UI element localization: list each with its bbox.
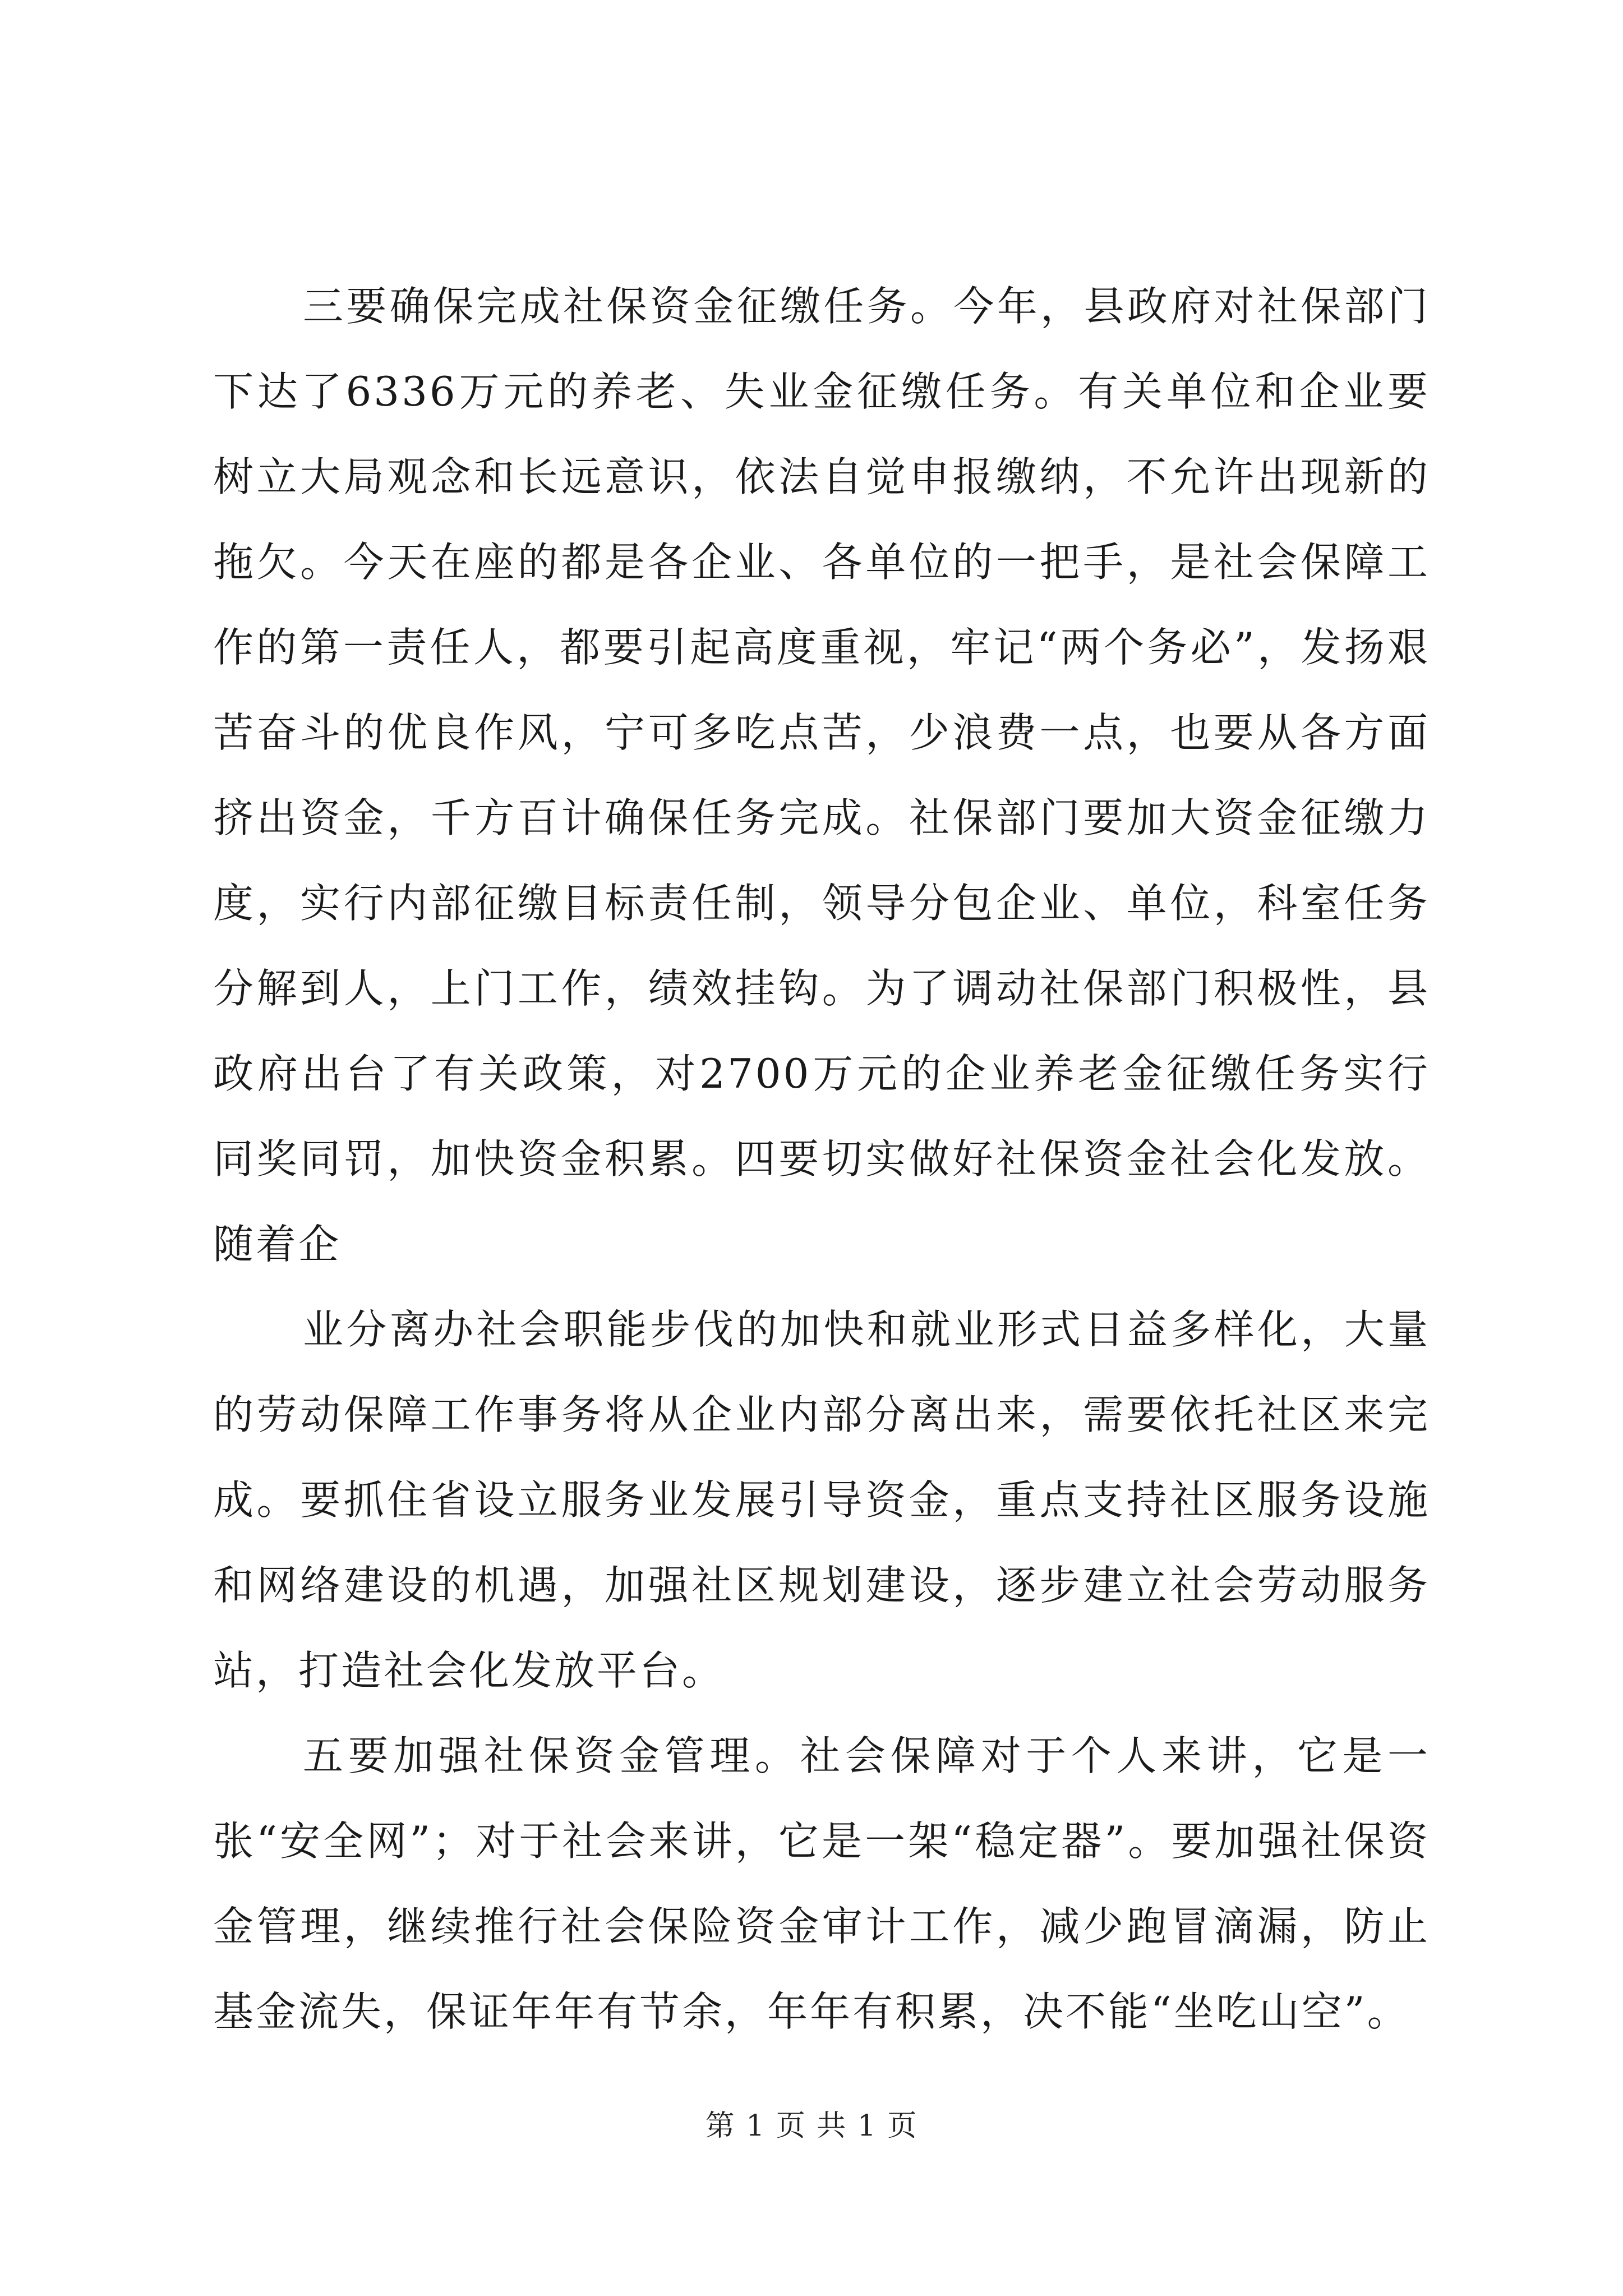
paragraph-1: 三要确保完成社保资金征缴任务。今年，县政府对社保部门下达了6336万元的养老、失业金征缴任务。有关单位和企业要树立大局观念和长远意识，依法自觉申报缴纳，不允许出现新的拖欠。今天在座的都是各企业、各单位的一把手，是社会保障工作的第一责任人，都要引起高度重视，牢记“两个务必”，发扬艰苦奋斗的优良作风，宁可多吃点苦，少浪费一点，也要从各方面挤出资金，千方百计确保任务完成。社保部门要加大资金征缴力度，实行内部征缴目标责任制，领导分包企业、单位，科室任务分解到人，上门工作，绩效挂钩。为了调动社保部门积极性，县政府出台了有关政策，对2700万元的企业养老金征缴任务实行同奖同罚，加快资金积累。四要切实做好社保资金社会化发放。随着企 [213,283,1430,1268]
paragraph-3: 五要加强社保资金管理。社会保障对于个人来讲，它是一张“安全网”；对于社会来讲，它是一架“稳定器”。要加强社保资金管理，继续推行社会保险资金审计工作，减少跑冒滴漏，防止基金流失，保证年年有节余，年年有积累，决不能“坐吃山空”。 [213,1732,1430,2035]
paragraph-2: 业分离办社会职能步伐的加快和就业形式日益多样化，大量的劳动保障工作事务将从企业内部分离出来，需要依托社区来完成。要抓住省设立服务业发展引导资金，重点支持社区服务设施和网络建设的机遇，加强社区规划建设，逐步建立社会劳动服务站，打造社会化发放平台。 [213,1306,1430,1694]
document-body [213,264,1430,2054]
page-footer: 第 1 页 共 1 页 [705,2109,918,2143]
